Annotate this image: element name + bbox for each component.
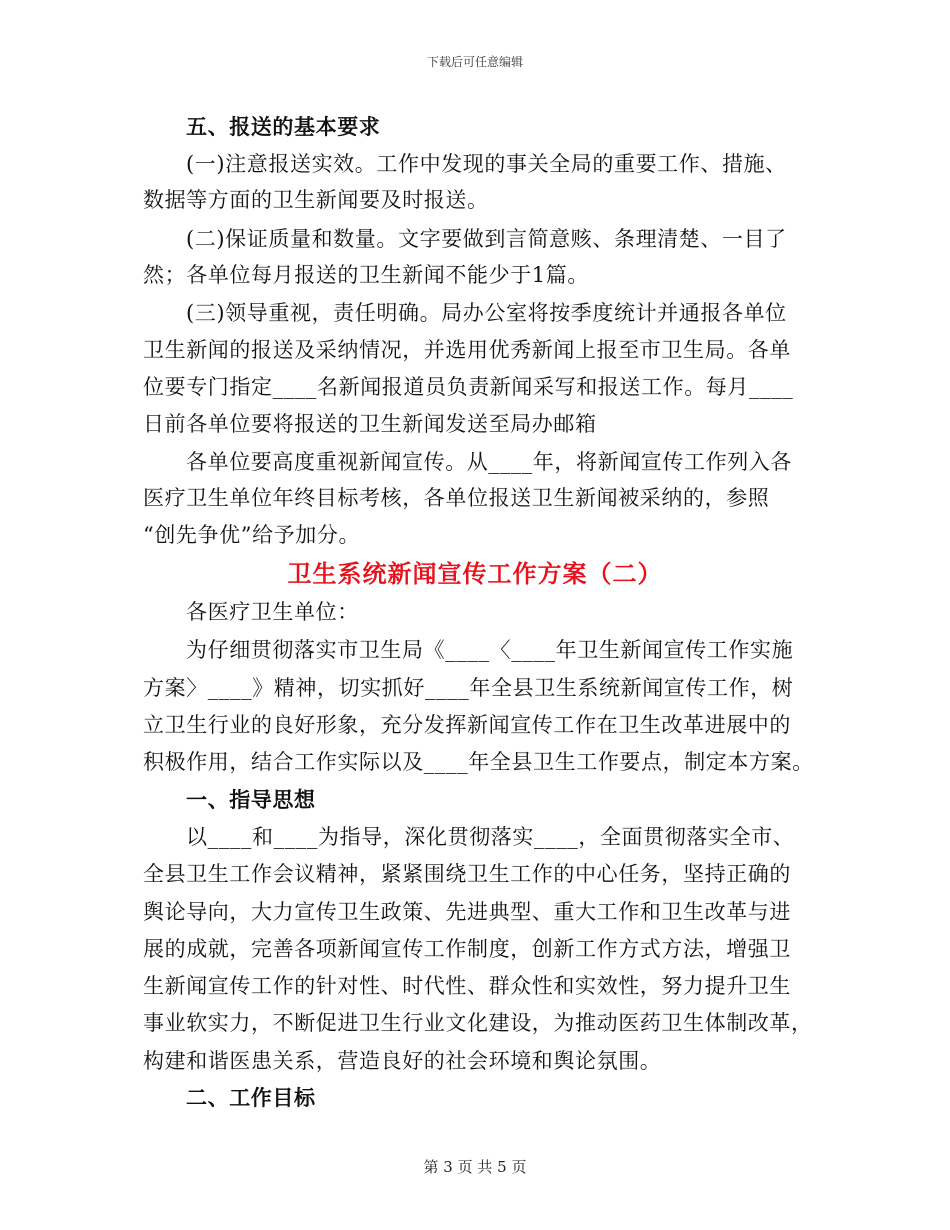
section5-heading: 五、报送的基本要求	[186, 115, 381, 139]
paragraph-line: 生新闻宣传工作的针对性、时代性、群众性和实效性，努力提升卫生	[143, 974, 791, 998]
paragraph-line: 方案〉____》精神，切实抓好____年全县卫生系统新闻宣传工作，树	[143, 676, 794, 700]
paragraph-line: (三)领导重视，责任明确。局办公室将按季度统计并通报各单位	[186, 301, 787, 325]
section2-heading: 二、工作目标	[186, 1086, 316, 1110]
paragraph-line: 医疗卫生单位年终目标考核，各单位报送卫生新闻被采纳的，参照	[143, 486, 770, 510]
paragraph-line: 日前各单位要将报送的卫生新闻发送至局办邮箱	[143, 412, 597, 436]
document-title: 卫生系统新闻宣传工作方案（二）	[287, 560, 663, 588]
salutation: 各医疗卫生单位：	[186, 600, 359, 624]
paragraph-line: 位要专门指定____名新闻报道员负责新闻采写和报送工作。每月____	[143, 375, 794, 399]
paragraph-line: 事业软实力，不断促进卫生行业文化建设，为推动医药卫生体制改革，	[143, 1011, 813, 1035]
paragraph-line: (二)保证质量和数量。文字要做到言简意赅、条理清楚、一目了	[186, 227, 787, 251]
paragraph-line: 卫生新闻的报送及采纳情况，并选用优秀新闻上报至市卫生局。各单	[143, 338, 791, 362]
paragraph-line: 以____和____为指导，深化贯彻落实____，全面贯彻落实全市、	[186, 825, 795, 849]
page-footer: 第 3 页 共 5 页	[423, 1158, 527, 1176]
paragraph-line: 然；各单位每月报送的卫生新闻不能少于1篇。	[143, 263, 589, 287]
paragraph-line: 各单位要高度重视新闻宣传。从____年，将新闻宣传工作列入各	[186, 450, 792, 474]
paragraph-line: 立卫生行业的良好形象，充分发挥新闻宣传工作在卫生改革进展中的	[143, 713, 791, 737]
paragraph-line: (一)注意报送实效。工作中发现的事关全局的重要工作、措施、	[186, 152, 787, 176]
paragraph-line: “创先争优”给予加分。	[143, 523, 361, 547]
paragraph-line: 构建和谐医患关系，营造良好的社会环境和舆论氛围。	[143, 1049, 662, 1073]
paragraph-line: 舆论导向，大力宣传卫生政策、先进典型、重大工作和卫生改革与进	[143, 900, 791, 924]
section1-heading: 一、指导思想	[186, 788, 316, 812]
paragraph-line: 全县卫生工作会议精神，紧紧围绕卫生工作的中心任务，坚持正确的	[143, 862, 791, 886]
paragraph-line: 数据等方面的卫生新闻要及时报送。	[143, 188, 489, 212]
paragraph-line: 展的成就，完善各项新闻宣传工作制度，创新工作方式方法，增强卫	[143, 937, 791, 961]
paragraph-line: 积极作用，结合工作实际以及____年全县卫生工作要点，制定本方案。	[143, 750, 814, 774]
page-header: 下载后可任意编辑	[426, 55, 523, 69]
paragraph-line: 为仔细贯彻落实市卫生局《____〈____年卫生新闻宣传工作实施	[186, 638, 794, 662]
